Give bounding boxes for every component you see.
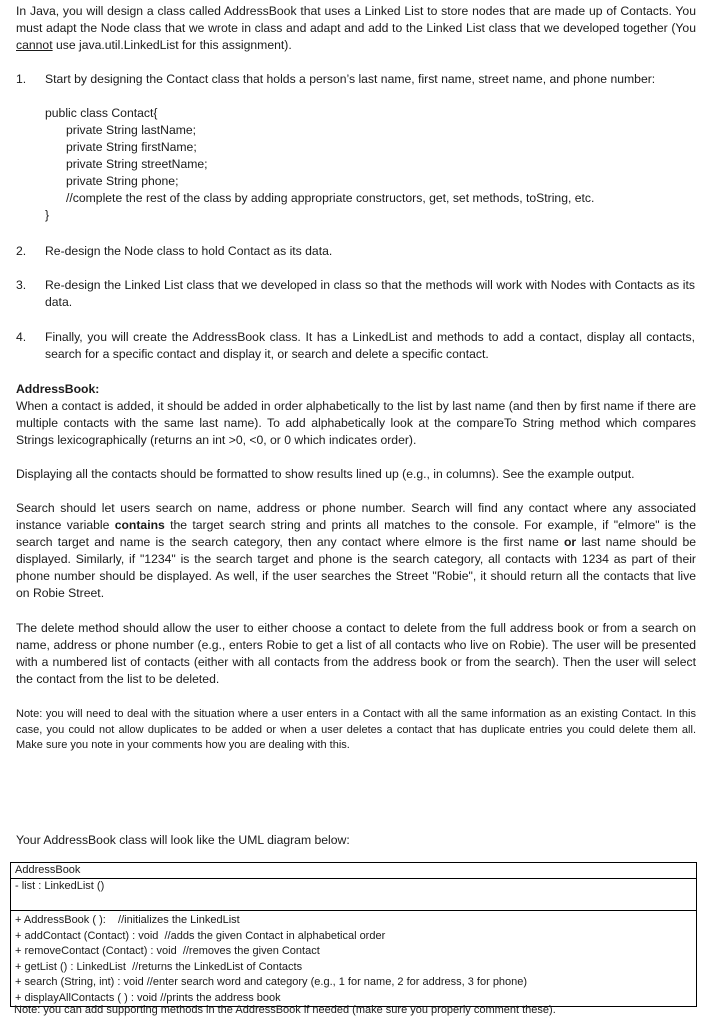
code-line-firstname: private String firstName;	[66, 140, 197, 154]
step-3-text: Re-design the Linked List class that we developed in class so that the methods will work with Nodes with Contacts as its data.	[45, 278, 695, 309]
search-paragraph	[16, 500, 696, 602]
addressbook-paragraph: When a contact is added, it should be added in order alphabetically to the list by last name (and then by first name if there are multiple contacts with the same last name). To add alphabetically look at the compareTo String method which compares Strings lexicographically (returns an int >0, <0, or 0 which indicates order).	[16, 399, 696, 447]
search-bold-contains: contains	[114, 518, 165, 532]
search-bold-or: or	[563, 535, 577, 549]
contact-class-code	[45, 105, 594, 224]
addressbook-heading-text: AddressBook:	[16, 382, 100, 396]
display-paragraph: Displaying all the contacts should be formatted to show results lined up (e.g., in columns). See the example output.	[16, 467, 635, 481]
uml-method-search: + search (String, int) : void //enter search word and category (e.g., 1 for name, 2 for address, 3 for phone)	[15, 976, 528, 988]
intro-text-1: In Java, you will design a class called AddressBook that uses a Linked List to store nodes that are made up of Contacts. You must adapt the Node class that we wrote in class and adapt and add to the Linked List class that we developed together (You	[16, 4, 696, 35]
uml-class-name: AddressBook	[15, 864, 81, 876]
uml-intro: Your AddressBook class will look like the UML diagram below:	[16, 833, 350, 847]
code-line-lastname: private String lastName;	[66, 123, 197, 137]
uml-methods	[11, 910, 696, 1006]
uml-method-removecontact: + removeContact (Contact) : void //removes the given Contact	[15, 945, 320, 957]
step-2-number: 2.	[16, 244, 27, 258]
code-line-phone: private String phone;	[66, 174, 179, 188]
step-1-number: 1.	[16, 72, 27, 86]
code-line-streetname: private String streetName;	[66, 157, 208, 171]
code-line-class-header: public class Contact{	[45, 106, 158, 120]
uml-method-constructor: + AddressBook ( ): //initializes the LinkedList	[15, 914, 240, 926]
search-text-1: Search should let users search on name, address or phone number. Search will find any contact where any associated instance variable	[16, 501, 696, 532]
uml-method-displayallcontacts: + displayAllContacts ( ) : void //prints the address book	[15, 991, 281, 1004]
uml-final-note: Note: you can add supporting methods in the AddressBook if needed (make sure you properly comment these).	[14, 1004, 556, 1016]
uml-attribute-list: - list : LinkedList ()	[15, 880, 105, 892]
intro-underlined-word: cannot	[16, 38, 53, 52]
step-4-number: 4.	[16, 330, 27, 344]
step-4-text: Finally, you will create the AddressBook class. It has a LinkedList and methods to add a contact, display all contacts, search for a specific contact and display it, or search and delete a specific contact.	[45, 330, 695, 361]
uml-method-getlist: + getList () : LinkedList //returns the LinkedList of Contacts	[15, 960, 303, 973]
intro-paragraph	[16, 3, 696, 54]
step-1-text: Start by designing the Contact class that holds a person’s last name, first name, street name, and phone number:	[45, 72, 656, 86]
uml-method-addcontact: + addContact (Contact) : void //adds the given Contact in alphabetical order	[15, 929, 386, 942]
search-text-3: last name should be displayed. Similarly, if "1234" is the search target and phone is the search category, all contacts with 1234 as part of their phone number should be displayed. As well, if the user searches the Street "Robie", it should return all the contacts that live on Robie Street.	[16, 535, 697, 600]
uml-diagram	[10, 862, 697, 1007]
step-2-text: Re-design the Node class to hold Contact as its data.	[45, 244, 333, 258]
delete-paragraph: The delete method should allow the user to either choose a contact to delete from the full address book or from a search on name, address or phone number (e.g., enters Robie to get a list of all contacts who live on Robie). The user will be presented with a numbered list of contacts (either with all contacts from the address book or from the search). Then the user will select the contact from the list to be deleted.	[16, 621, 696, 686]
code-line-comment: //complete the rest of the class by adding appropriate constructors, get, set methods, toString, etc.	[66, 191, 595, 205]
search-text-2: the target search string and prints all matches to the console. For example, if "elmore" is the search target and name is the search category, then any contact where elmore is the first name	[16, 518, 696, 549]
intro-text-2: use java.util.LinkedList for this assignment).	[52, 38, 292, 52]
addressbook-heading	[16, 381, 696, 398]
uml-attributes	[11, 878, 696, 910]
code-line-close-brace: }	[45, 208, 50, 222]
duplicate-note: Note: you will need to deal with the situation where a user enters in a Contact with all the same information as an existing Contact. In this case, you could not allow duplicates to be added or when a user deletes a contact that has duplicate entries you could delete them all. Make sure you note in your comments how you are dealing with this.	[16, 708, 696, 751]
step-3-number: 3.	[16, 278, 27, 292]
